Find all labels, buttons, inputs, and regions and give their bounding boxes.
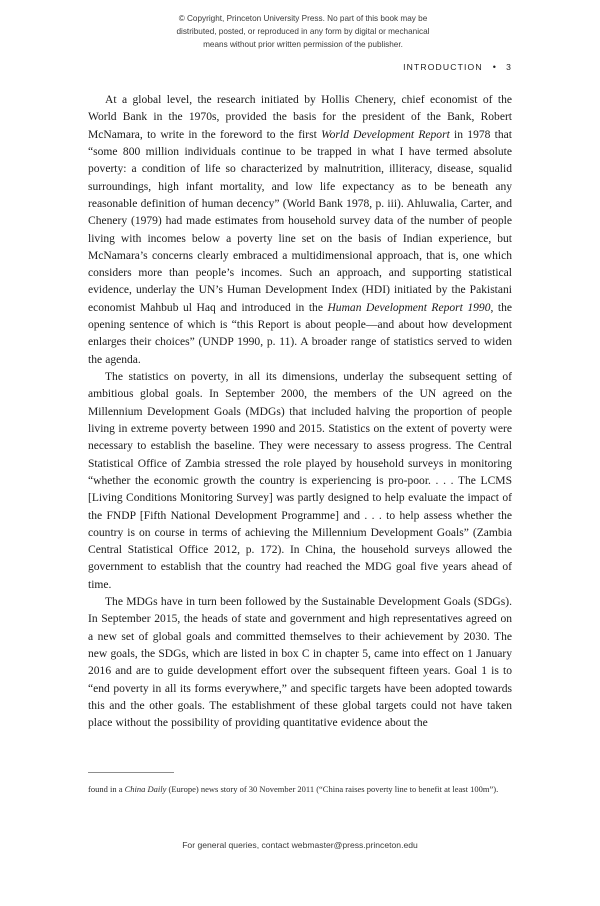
running-head-title: INTRODUCTION [403, 62, 483, 72]
copyright-line-3: means without prior written permission of the publisher. [203, 40, 403, 50]
body-paragraph-2: The statistics on poverty, in all its dimensions, underlay the subsequent setting of ambitious global goals. In September 2000, the members of the UN agreed on the Millennium Development Goals (MDGs) that included halving the proportion of people living in extreme poverty between 1990 and 2015. Statistics on the extent of poverty were necessary to establish the baseline. They were necessary to assess progress. The Central Statistical Office of Zambia stressed the role played by household surveys in monitoring “whether the economic growth the country is experiencing is pro-poor. . . . The LCMS [Living Conditions Monitoring Survey] was partly designed to help evaluate the impact of the FNDP [Fifth National Development Programme] and . . . to help assess whether the country is on course in terms of achieving the Millennium Development Goals” (Zambia Central Statistical Office 2012, p. 172). In China, the household surveys allowed the government to establish that the country had reached the MDG goal five years ahead of time. [88, 371, 512, 591]
footnote-segment-1: found in a [88, 784, 125, 794]
body-paragraph-3: The MDGs have in turn been followed by the Sustainable Development Goals (SDGs). In September 2015, the heads of state and government and high representatives agreed on a new set of global goals and committed themselves to their achievement by 2030. The new goals, the SDGs, which are listed in box C in chapter 5, came into effect on 1 January 2016 and are to guide development effort over the subsequent fifteen years. Goal 1 is to “end poverty in all its forms everywhere,” and specific targets have been adopted towards this and the other goals. The establishment of these global targets could not have taken place without the possibility of providing quantitative evidence about the [88, 596, 512, 730]
copyright-line-2: distributed, posted, or reproduced in any form by digital or mechanical [176, 27, 430, 37]
footnote-italic-title: China Daily [124, 784, 167, 794]
running-head [403, 62, 512, 72]
p1-segment-2: in 1978 that “some 800 million individuals continue to be trapped in what I have termed absolute poverty: a condition of life so characterized by malnutrition, illiteracy, disease, squalid surroundings, high infant mortality, and low life expectancy as to be beneath any reasonable definition of human decency” (World Bank 1978, p. iii). Ahluwalia, Carter, and Chenery (1979) had made estimates from household survey data of the number of people living with incomes below a poverty line set on the basis of Indian experience, but McNamara’s concerns clearly embraced a multidimensional approach, that is, one which considers more than people’s incomes. Such an approach, and supporting statistical evidence, underlay the UN’s Human Development Index (HDI) initiated by the Pakistani economist Mahbub ul Haq and introduced in the [88, 128, 512, 314]
p1-segment-1: At a global level, the research initiated by Hollis Chenery, chief economist of the World Bank in the 1970s, provided the basis for the president of the Bank, Robert McNamara, to write in the foreword to the first [88, 94, 512, 141]
general-queries-text: For general queries, contact webmaster@press.princeton.edu [182, 840, 418, 850]
copyright-notice [128, 12, 478, 52]
page-number: 3 [506, 62, 512, 72]
footnote-zone [88, 772, 512, 796]
p1-segment-3: , the opening sentence of which is “this Report is about people—and about how development enlarges their choices” (UNDP 1990, p. 11). A broader range of statistics served to widen the agenda. [88, 301, 512, 366]
main-text-column [88, 92, 512, 733]
page-footer [0, 840, 600, 850]
footnote-text [88, 783, 512, 796]
copyright-line-1: © Copyright, Princeton University Press. No part of this book may be [178, 14, 428, 23]
p1-italic-title-2: Human Development Report 1990 [327, 301, 491, 314]
running-head-separator-dot: • [492, 61, 498, 72]
body-paragraph-1 [88, 92, 512, 369]
footnote-separator-rule [88, 772, 174, 773]
footnote-segment-2: (Europe) news story of 30 November 2011 (“China raises poverty line to benefit at least 100m”). [166, 784, 499, 794]
p1-italic-title-1: World Development Report [321, 128, 450, 141]
